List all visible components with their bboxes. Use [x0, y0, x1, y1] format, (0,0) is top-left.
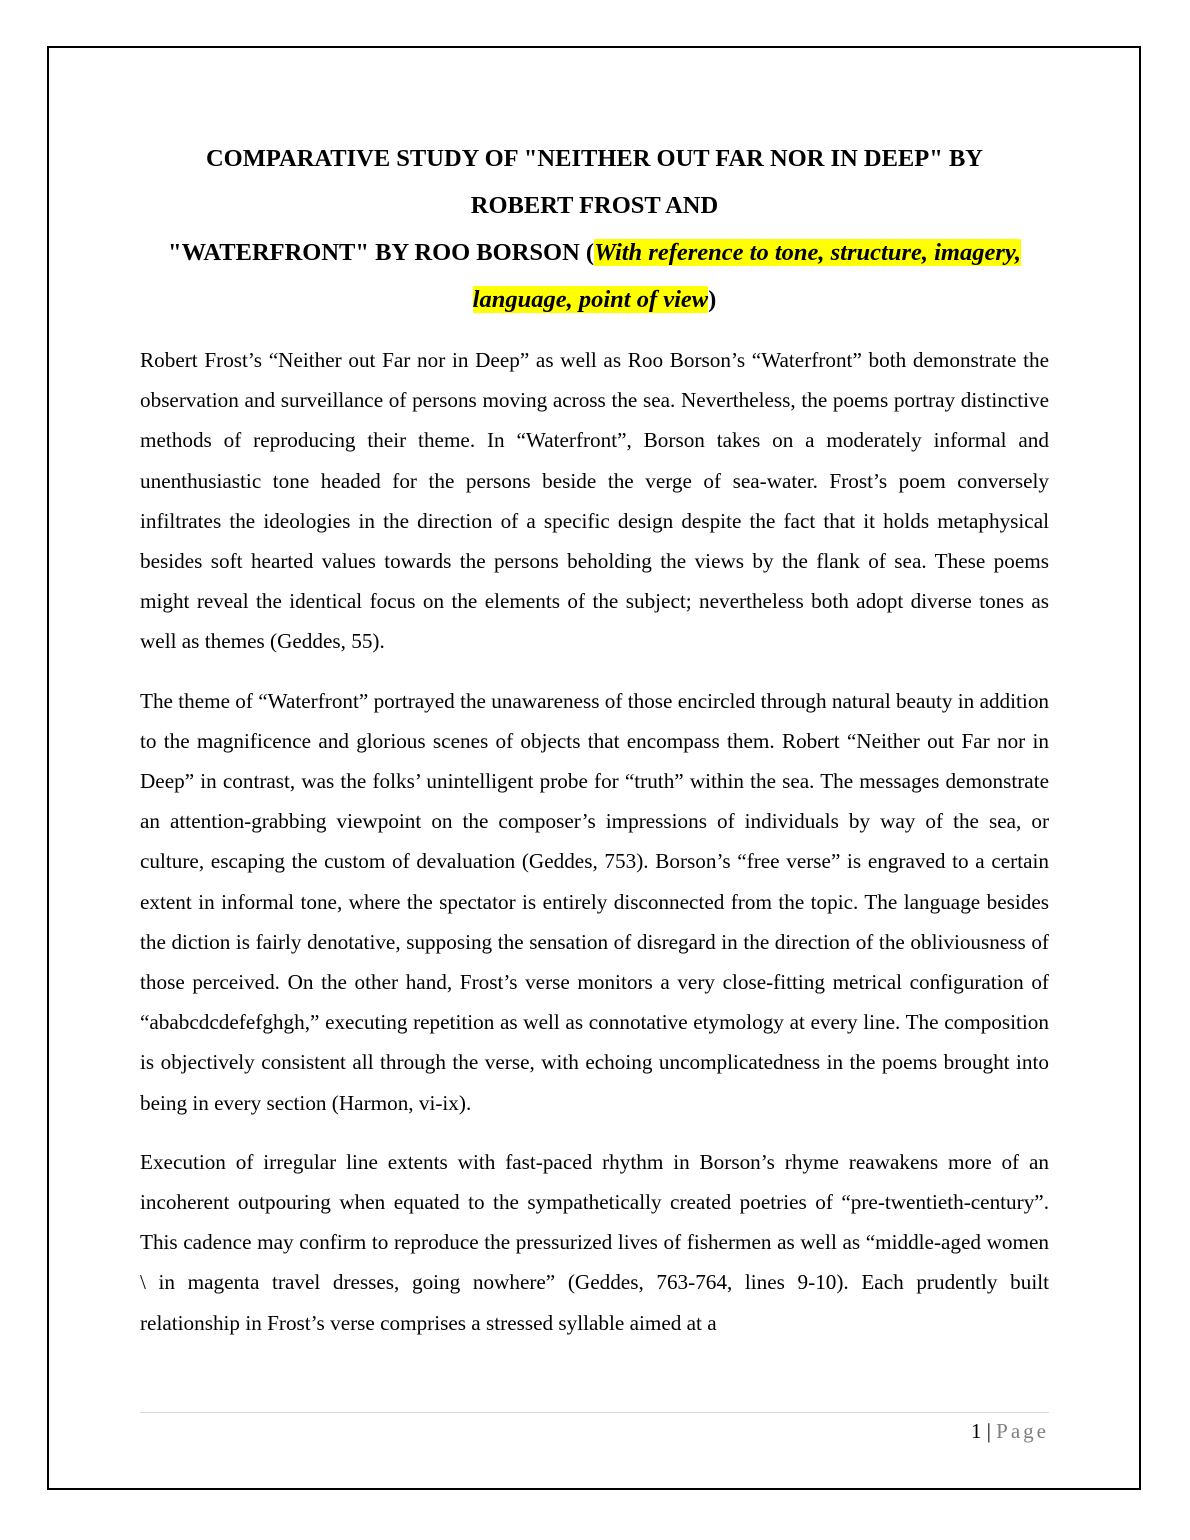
title-line-1: COMPARATIVE STUDY OF "NEITHER OUT FAR NOR IN DEEP" BY	[205, 145, 983, 172]
page-label: Page	[996, 1419, 1049, 1443]
paragraph-2: The theme of “Waterfront” portrayed the unawareness of those encircled through natural beauty in addition to the magnificence and glorious scenes of objects that encompass them. Robert “Neither out Far nor in Deep” in contrast, was the folks’ unintelligent probe for “truth” within the sea. The messages demonstrate an attention-grabbing viewpoint on the composer’s impressions of individuals by way of the sea, or culture, escaping the custom of devaluation (Geddes, 753). Borson’s “free verse” is engraved to a certain extent in informal tone, where the spectator is entirely disconnected from the topic. The language besides the diction is fairly denotative, supposing the sensation of disregard in the direction of the obliviousness of those perceived. On the other hand, Frost’s verse monitors a very close-fitting metrical configuration of “ababcdcdefefghgh,” executing repetition as well as connotative etymology at every line. The composition is objectively consistent all through the verse, with echoing uncomplicatedness in the poems brought into being in every section (Harmon, vi-ix).	[140, 688, 1050, 1115]
page-number: 1	[970, 1419, 982, 1443]
document-title	[140, 135, 1049, 323]
title-line-2: ROBERT FROST AND	[470, 192, 719, 219]
page-footer	[140, 1416, 1049, 1446]
footer-divider	[140, 1412, 1049, 1413]
title-suffix: )	[708, 286, 717, 313]
title-line-3-prefix: "WATERFRONT" BY ROO BORSON (	[168, 239, 595, 266]
title-highlight: With reference to tone, structure, imagery, language, point of view	[472, 239, 1021, 313]
paragraph-3: Execution of irregular line extents with fast-paced rhythm in Borson’s rhyme reawakens more of an incoherent outpouring when equated to the sympathetically created poetries of “pre-twentieth-century”. This cadence may confirm to reproduce the pressurized lives of fishermen as well as “middle-aged women \ in magenta travel dresses, going nowhere” (Geddes, 763-764, lines 9-10). Each prudently built relationship in Frost’s verse comprises a stressed syllable aimed at a	[140, 1149, 1049, 1335]
document-body	[140, 135, 1049, 1362]
footer-separator: |	[981, 1419, 997, 1443]
paragraph-1: Robert Frost’s “Neither out Far nor in Deep” as well as Roo Borson’s “Waterfront” both demonstrate the observation and surveillance of persons moving across the sea. Nevertheless, the poems portray distinctive methods of reproducing their theme. In “Waterfront”, Borson takes on a moderately informal and unenthusiastic tone headed for the persons beside the verge of sea-water. Frost’s poem conversely infiltrates the ideologies in the direction of a specific design despite the fact that it holds metaphysical besides soft hearted values towards the persons beholding the views by the flank of sea. These poems might reveal the identical focus on the elements of the subject; nevertheless both adopt diverse tones as well as themes (Geddes, 55).	[140, 348, 1049, 654]
